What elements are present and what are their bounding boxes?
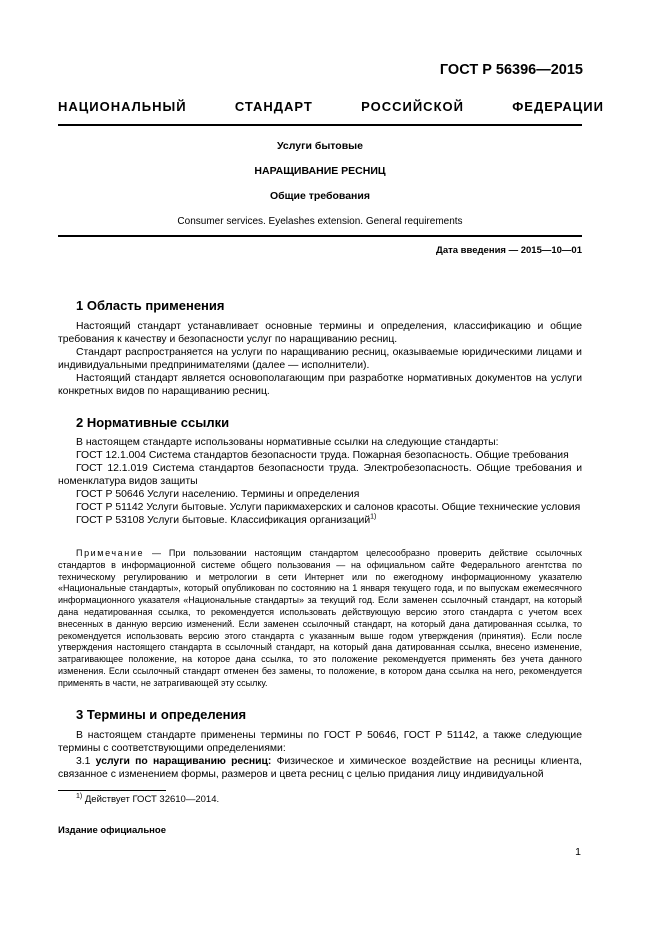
- standard-number: ГОСТ Р 56396—2015: [439, 62, 583, 78]
- paragraph: Настоящий стандарт является основополагающим при разработке нормативных документов на услуги конкретных видов по наращиванию ресниц.: [58, 373, 582, 397]
- introduction-date: Дата введения — 2015—10—01: [436, 245, 582, 256]
- paragraph: В настоящем стандарте применены термины по ГОСТ Р 50646, ГОСТ Р 51142, а также следующие термины с соответствующими определениями:: [58, 730, 582, 754]
- title-sub: Общие требования: [270, 190, 370, 202]
- reference-item: ГОСТ 12.1.004 Система стандартов безопасности труда. Пожарная безопасность. Общие требования: [76, 450, 569, 461]
- title-english: Consumer services. Eyelashes extension. General requirements: [177, 216, 463, 227]
- term-number: 3.1: [76, 756, 91, 767]
- paragraph: Стандарт распространяется на услуги по наращиванию ресниц, оказываемые юридическими лицами и индивидуальными предпринимателями (далее — исполнители).: [58, 347, 582, 371]
- footnote: [76, 794, 219, 805]
- section-3-heading: 3 Термины и определения: [76, 707, 247, 722]
- page-number: 1: [575, 846, 581, 858]
- footnote-text: Действует ГОСТ 32610—2014.: [84, 794, 220, 805]
- paragraph: Настоящий стандарт устанавливает основные термины и определения, классификацию и общие требования к качеству и безопасности услуг по наращиванию ресниц.: [58, 321, 582, 345]
- term-definition-text: Физическое и химическое воздействие на ресницы клиента, связанное с изменением формы, размеров и цвета ресниц с целью придания лицу индивидуальной: [58, 756, 582, 780]
- title-main: НАРАЩИВАНИЕ РЕСНИЦ: [254, 165, 386, 177]
- title-category: Услуги бытовые: [277, 140, 363, 152]
- term-definition: [58, 755, 582, 781]
- top-rule: [58, 124, 582, 126]
- term-name: услуги по наращиванию ресниц:: [95, 756, 272, 767]
- footnote-mark: 1): [76, 792, 83, 800]
- reference-item: ГОСТ Р 50646 Услуги населению. Термины и определения: [76, 489, 360, 500]
- section-2-body: [58, 436, 582, 527]
- footnote-rule: [58, 790, 166, 791]
- section-1-heading: 1 Область применения: [76, 298, 225, 313]
- section-1-body: [58, 320, 582, 398]
- reference-item-with-footnote: [58, 514, 582, 527]
- note-text: — При пользовании настоящим стандартом целесообразно проверить действие ссылочных стандартов в информационной системе общего пользования — на официальном сайте Федерального агентства по техническому регулированию и метрологии в сети Интернет или по ежегодному информационному указателю «Национальные стандарты», который опубликован по состоянию на 1 января текущего года, и по выпускам ежемесячного информационного указателя «Национальные стандарты» за текущий год. Если заменен ссылочный стандарт, на который дана недатированная ссылка, то рекомендуется использовать действующую версию этого стандарта с учетом всех внесенных в данную версию изменений. Если заменен ссылочный стандарт, на который дана датированная ссылка, то рекомендуется использовать версию этого стандарта с указанным выше годом утверждения (принятия). Если после утверждения настоящего стандарта в ссылочный стандарт, на который дана датированная ссылка, внесено изменение, затрагивающее положение, на которое дана ссылка, то это положение рекомендуется применять без учета данного изменения. Если ссылочный стандарт отменен без замены, то положение, в котором дана ссылка на него, рекомендуется применять в части, не затрагивающей эту ссылку.: [58, 548, 582, 688]
- footnote-mark: 1): [370, 513, 377, 521]
- reference-text: ГОСТ Р 53108 Услуги бытовые. Классификация организаций: [76, 515, 371, 526]
- section-2-heading: 2 Нормативные ссылки: [76, 415, 230, 430]
- title-rule: [58, 235, 582, 237]
- national-standard-title: НАЦИОНАЛЬНЫЙ СТАНДАРТ РОССИЙСКОЙ ФЕДЕРАЦИИ: [58, 99, 604, 114]
- edition-label: Издание официальное: [58, 825, 166, 836]
- reference-item: ГОСТ 12.1.019 Система стандартов безопасности труда. Электробезопасность. Общие требования и номенклатура видов защиты: [58, 463, 582, 487]
- paragraph: В настоящем стандарте использованы нормативные ссылки на следующие стандарты:: [76, 437, 499, 448]
- note-block: [58, 548, 582, 690]
- reference-item: ГОСТ Р 51142 Услуги бытовые. Услуги парикмахерских и салонов красоты. Общие технические условия: [76, 502, 581, 513]
- section-3-body: [58, 729, 582, 781]
- note-label: Примечание: [76, 548, 145, 558]
